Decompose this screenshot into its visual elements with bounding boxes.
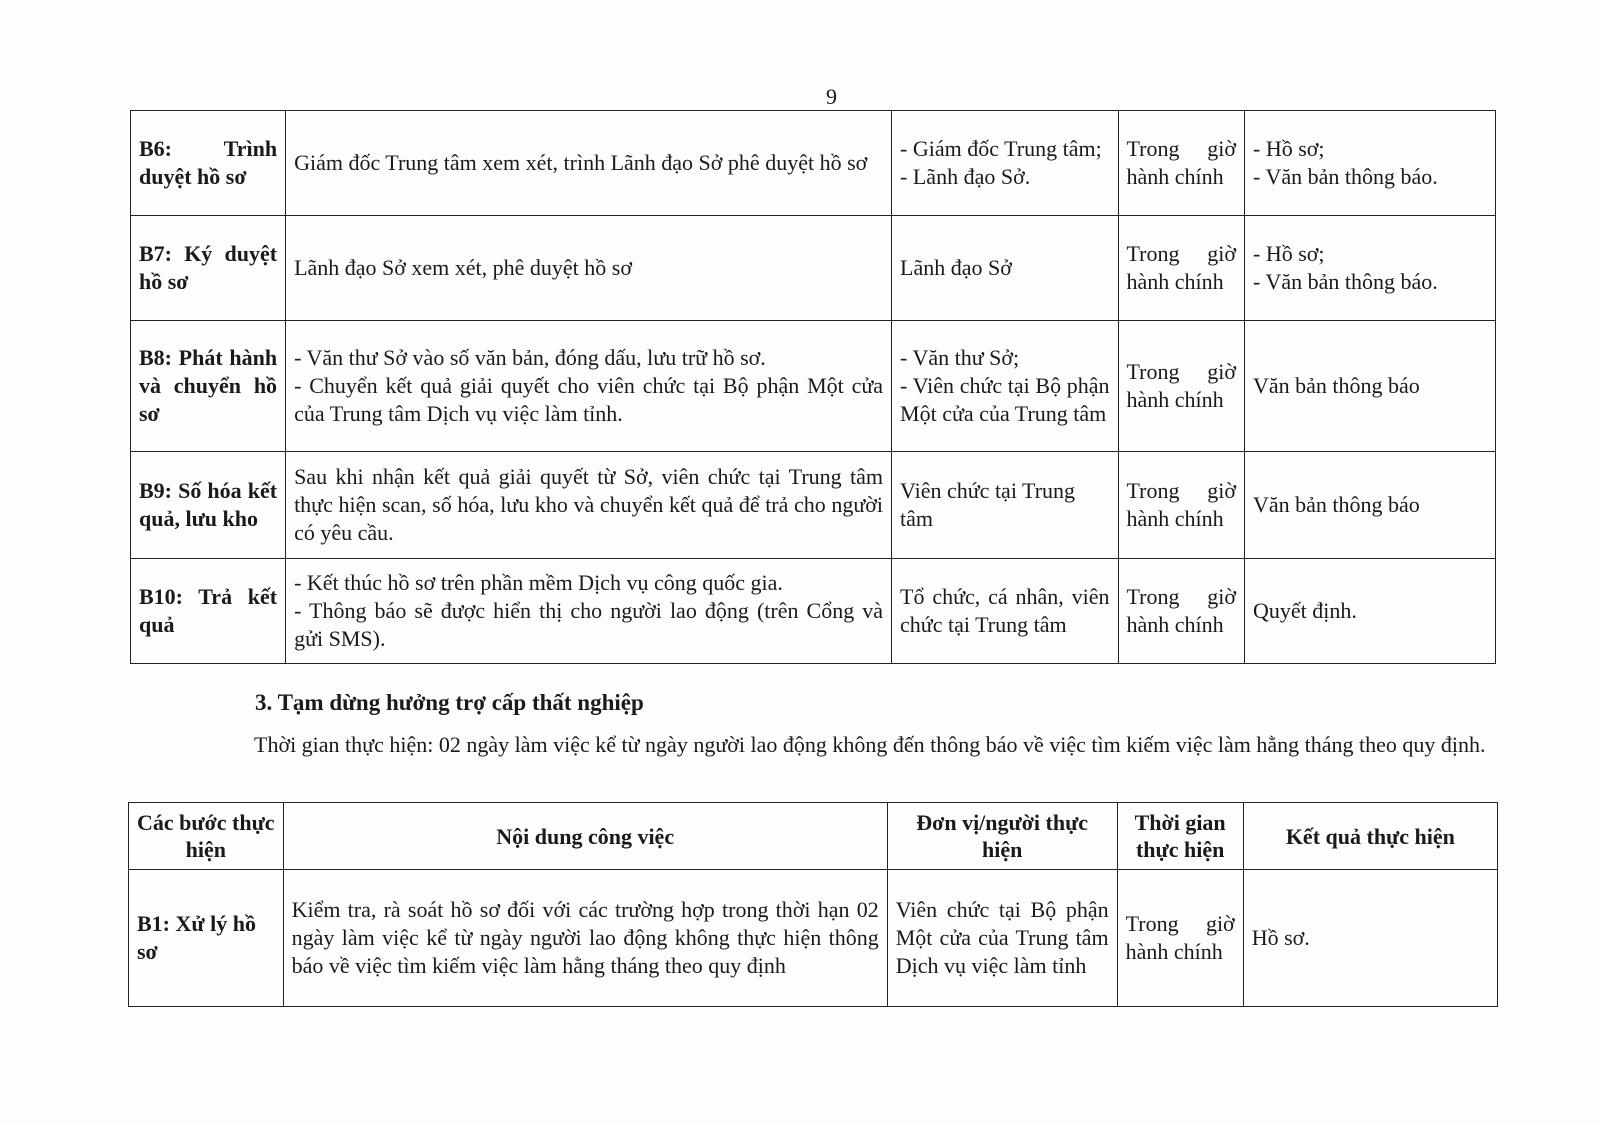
time-cell: Trong giờ hành chính <box>1118 111 1245 216</box>
content-cell: - Kết thúc hồ sơ trên phần mềm Dịch vụ công quốc gia. - Thông báo sẽ được hiển thị cho người lao động (trên Cổng và gửi SMS). <box>286 559 892 664</box>
table-header-row <box>129 803 1498 870</box>
column-header-steps: Các bước thực hiện <box>129 803 284 870</box>
time-cell: Trong giờ hành chính <box>1118 559 1245 664</box>
result-cell: Văn bản thông báo <box>1245 452 1496 559</box>
column-header-unit: Đơn vị/người thực hiện <box>887 803 1117 870</box>
unit-cell: - Văn thư Sở; - Viên chức tại Bộ phận Một cửa của Trung tâm <box>892 321 1118 452</box>
result-cell: Hồ sơ. <box>1243 870 1497 1007</box>
step-cell: B9: Số hóa kết quả, lưu kho <box>131 452 286 559</box>
table-row <box>129 870 1498 1007</box>
table-row <box>131 452 1496 559</box>
page-number: 9 <box>826 84 837 109</box>
content-cell: Giám đốc Trung tâm xem xét, trình Lãnh đạo Sở phê duyệt hồ sơ <box>286 111 892 216</box>
table-row <box>131 111 1496 216</box>
content-cell: Kiểm tra, rà soát hồ sơ đối với các trường hợp trong thời hạn 02 ngày làm việc kể từ ngày người lao động không thực hiện thông báo về việc tìm kiếm việc làm hằng tháng theo quy định <box>283 870 887 1007</box>
time-cell: Trong giờ hành chính <box>1118 321 1245 452</box>
result-cell: - Hồ sơ; - Văn bản thông báo. <box>1245 216 1496 321</box>
procedure-table-continued <box>130 110 1496 664</box>
result-cell: - Hồ sơ; - Văn bản thông báo. <box>1245 111 1496 216</box>
time-cell: Trong giờ hành chính <box>1118 216 1245 321</box>
procedure-table <box>128 802 1498 1007</box>
unit-cell: Tổ chức, cá nhân, viên chức tại Trung tâm <box>892 559 1118 664</box>
result-cell: Quyết định. <box>1245 559 1496 664</box>
column-header-result: Kết quả thực hiện <box>1243 803 1497 870</box>
table-row <box>131 216 1496 321</box>
section-heading: 3. Tạm dừng hưởng trợ cấp thất nghiệp <box>255 690 644 715</box>
unit-cell: - Giám đốc Trung tâm; - Lãnh đạo Sở. <box>892 111 1118 216</box>
step-cell: B10: Trả kết quả <box>131 559 286 664</box>
unit-cell: Lãnh đạo Sở <box>892 216 1118 321</box>
column-header-content: Nội dung công việc <box>283 803 887 870</box>
unit-cell: Viên chức tại Trung tâm <box>892 452 1118 559</box>
table-row <box>131 321 1496 452</box>
content-cell: Lãnh đạo Sở xem xét, phê duyệt hồ sơ <box>286 216 892 321</box>
time-cell: Trong giờ hành chính <box>1118 452 1245 559</box>
time-cell: Trong giờ hành chính <box>1117 870 1243 1007</box>
step-cell: B6: Trình duyệt hồ sơ <box>131 111 286 216</box>
result-cell: Văn bản thông báo <box>1245 321 1496 452</box>
column-header-time: Thời gian thực hiện <box>1117 803 1243 870</box>
content-cell: - Văn thư Sở vào số văn bản, đóng dấu, lưu trữ hồ sơ. - Chuyển kết quả giải quyết cho viên chức tại Bộ phận Một cửa của Trung tâm Dịch vụ việc làm tỉnh. <box>286 321 892 452</box>
step-cell: B8: Phát hành và chuyển hồ sơ <box>131 321 286 452</box>
section-intro: Thời gian thực hiện: 02 ngày làm việc kể từ ngày người lao động không đến thông báo về việc tìm kiếm việc làm hằng tháng theo quy định. <box>254 732 1486 757</box>
step-cell: B7: Ký duyệt hồ sơ <box>131 216 286 321</box>
content-cell: Sau khi nhận kết quả giải quyết từ Sở, viên chức tại Trung tâm thực hiện scan, số hóa, lưu kho và chuyển kết quả để trả cho người có yêu cầu. <box>286 452 892 559</box>
unit-cell: Viên chức tại Bộ phận Một cửa của Trung tâm Dịch vụ việc làm tỉnh <box>887 870 1117 1007</box>
table-row <box>131 559 1496 664</box>
step-cell: B1: Xử lý hồ sơ <box>129 870 284 1007</box>
